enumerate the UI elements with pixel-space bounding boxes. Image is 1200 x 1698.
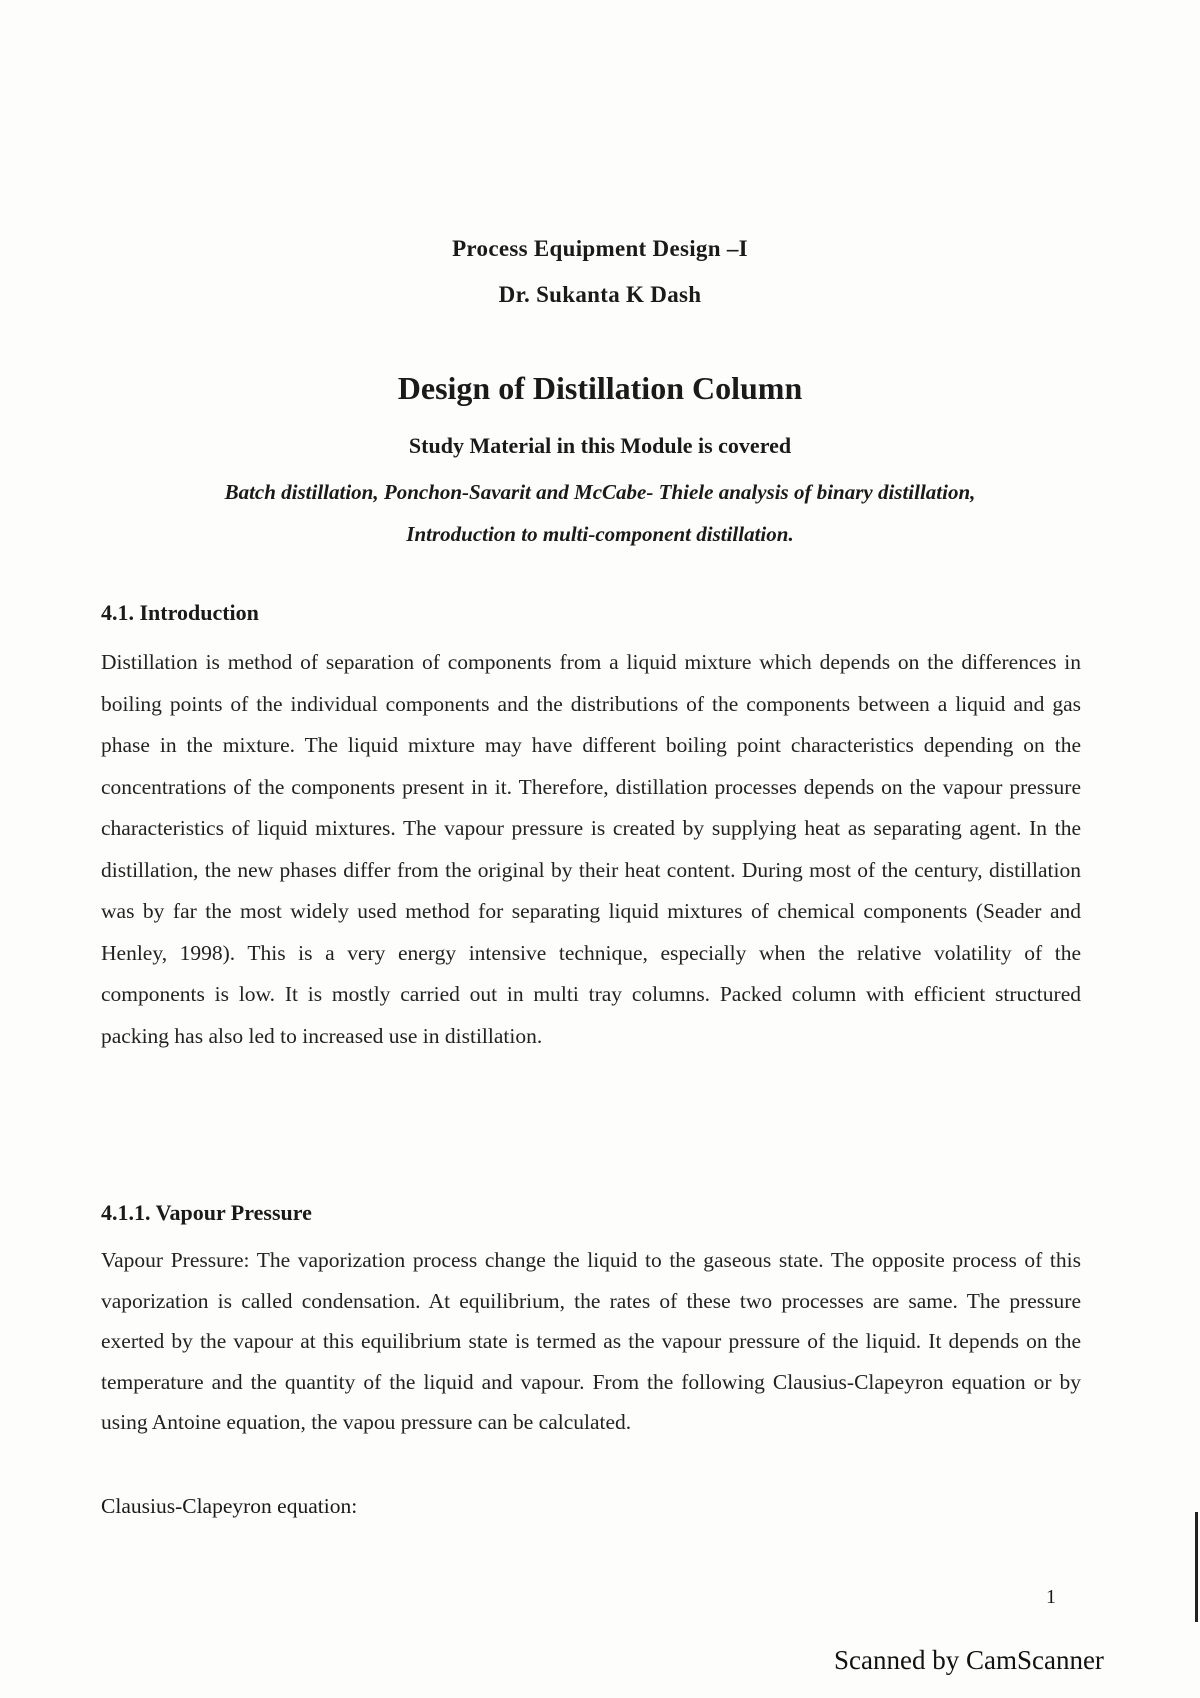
topics-line-1: Batch distillation, Ponchon-Savarit and McCabe- Thiele analysis of binary distillation, [224,480,976,504]
section-heading-introduction: 4.1. Introduction [101,600,259,625]
course-title: Process Equipment Design –I [452,236,748,261]
topics-line-2: Introduction to multi-component distillation. [406,522,794,546]
author-name: Dr. Sukanta K Dash [498,282,702,307]
vapour-pressure-paragraph: Vapour Pressure: The vaporization process change the liquid to the gaseous state. The opposite process of this vaporization is called condensation. At equilibrium, the rates of these two processes are same. The pressure exerted by the vapour at this equilibrium state is termed as the vapour pressure of the liquid. It depends on the temperature and the quantity of the liquid and vapour. From the following Clausius-Clapeyron equation or by using Antoine equation, the vapou pressure can be calculated. [101,1248,1081,1434]
page-number: 1 [1046,1586,1056,1608]
document-title: Design of Distillation Column [397,370,803,406]
introduction-paragraph: Distillation is method of separation of components from a liquid mixture which depends on the differences in boiling points of the individual components and the distributions of the components between a liquid and gas phase in the mixture. The liquid mixture may have different boiling point characteristics depending on the concentrations of the components present in it. Therefore, distillation processes depends on the vapour pressure characteristics of liquid mixtures. The vapour pressure is created by supplying heat as separating agent. In the distillation, the new phases differ from the original by their heat content. During most of the century, distillation was by far the most widely used method for separating liquid mixtures of chemical components (Seader and Henley, 1998). This is a very energy intensive technique, especially when the relative volatility of the components is low. It is mostly carried out in multi tray columns. Packed column with efficient structured packing has also led to increased use in distillation. [101,650,1081,1048]
scanner-watermark: Scanned by CamScanner [834,1645,1104,1675]
section-heading-vapour-pressure: 4.1.1. Vapour Pressure [101,1200,312,1225]
equation-label: Clausius-Clapeyron equation: [101,1494,358,1518]
covered-label: Study Material in this Module is covered [408,433,792,458]
scan-edge-mark [1195,1512,1198,1622]
